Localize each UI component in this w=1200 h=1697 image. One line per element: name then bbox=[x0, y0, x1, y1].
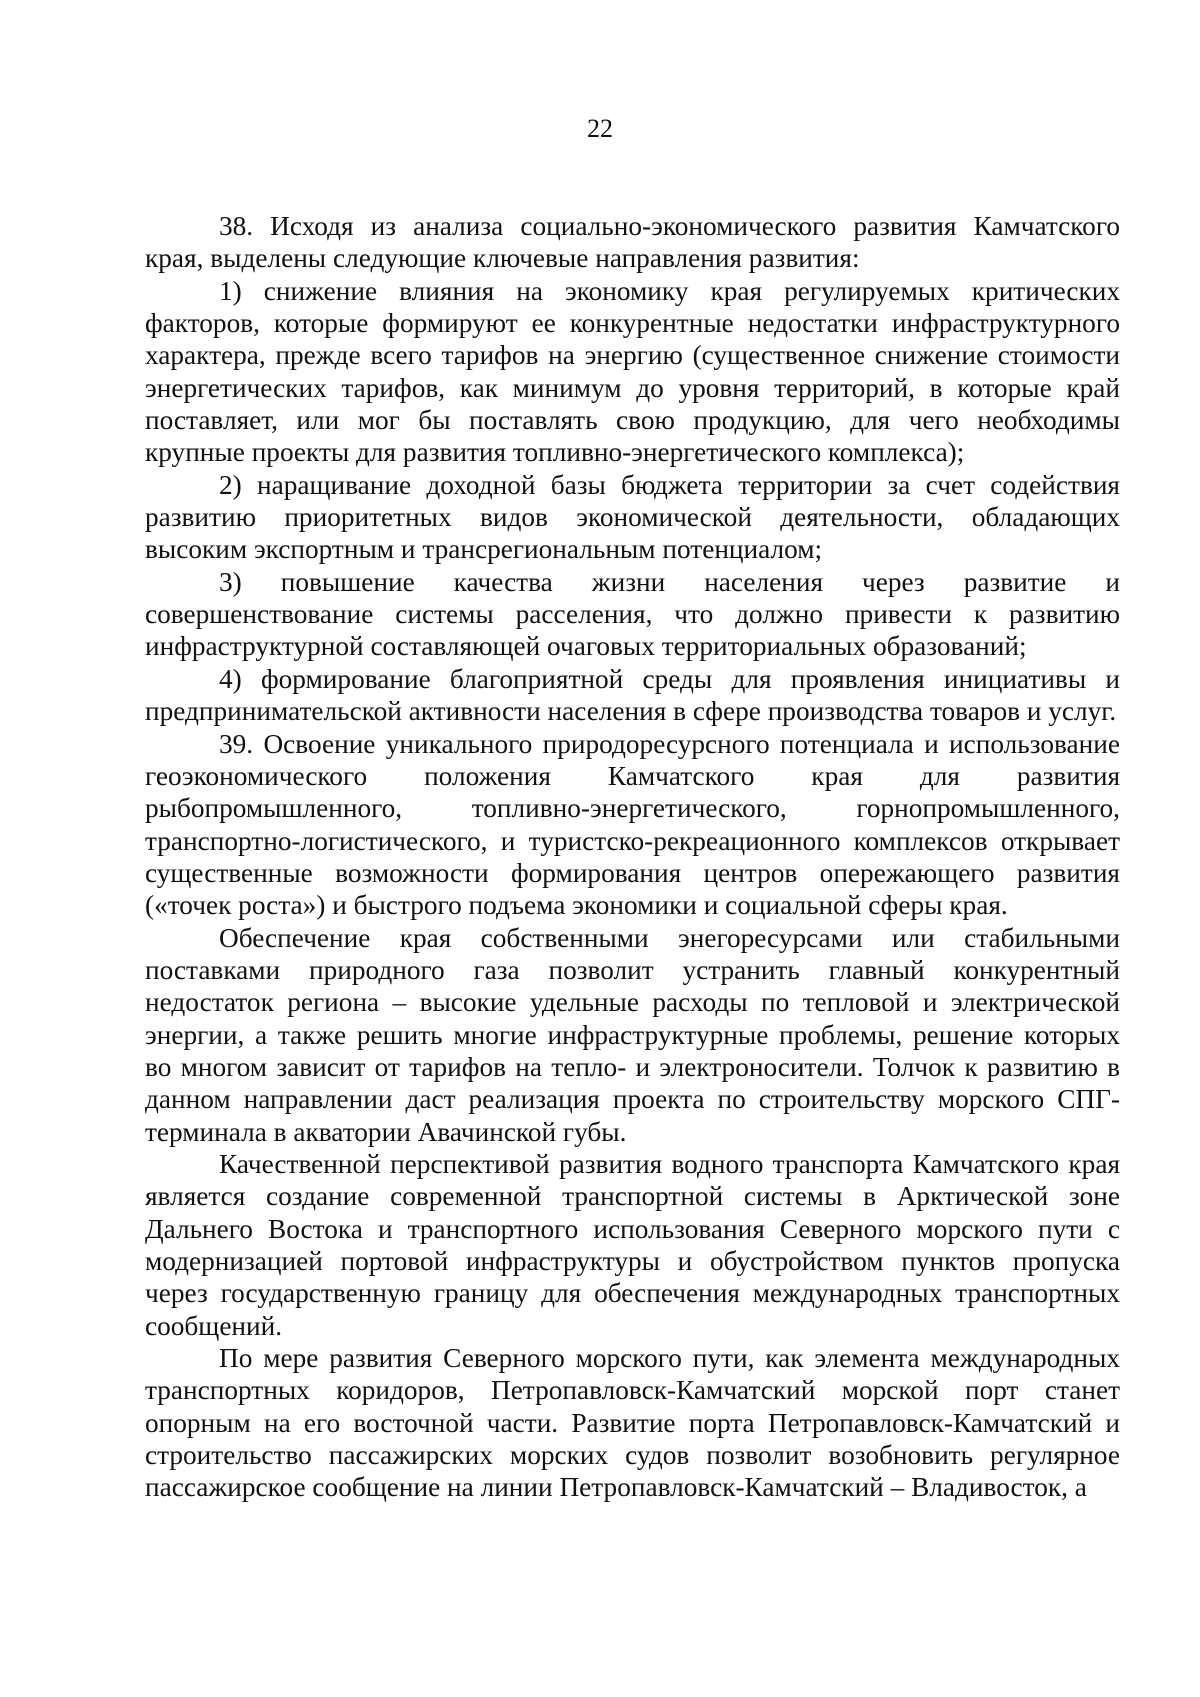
page-number: 22 bbox=[587, 114, 613, 143]
paragraph-item-1: 1) снижение влияния на экономику края регулируемых критических факторов, которые формируют ее конкурентные недостатки инфраструктурного характера, прежде всего тарифов на энергию (существенное снижение стоимости энергетических тарифов, как минимум до уровня территорий, в которые край поставляет, или мог бы поставлять свою продукцию, для чего необходимы крупные проекты для развития топливно-энергетического комплекса); bbox=[145, 275, 1120, 468]
document-body bbox=[145, 210, 1120, 1504]
paragraph-water-transport: Качественной перспективой развития водного транспорта Камчатского края является создание современной транспортной системы в Арктической зоне Дальнего Востока и транспортного использования Северного морского пути с модернизацией портовой инфраструктуры и обустройством пунктов пропуска через государственную границу для обеспечения международных транспортных сообщений. bbox=[145, 1148, 1120, 1341]
paragraph-38-intro: 38. Исходя из анализа социально-экономического развития Камчатского края, выделены следующие ключевые направления развития: bbox=[145, 211, 1120, 274]
paragraph-northern-sea-route: По мере развития Северного морского пути, как элемента международных транспортных коридоров, Петропавловск-Камчатский морской порт станет опорным на его восточной части. Развитие порта Петропавловск-Камчатский и строительство пассажирских морских судов позволит возобновить регулярное пассажирское сообщение на линии Петропавловск-Камчатский – Владивосток, а bbox=[145, 1343, 1120, 1503]
paragraph-39: 39. Освоение уникального природоресурсного потенциала и использование геоэкономического положения Камчатского края для развития рыбопромышленного, топливно-энергетического, горнопромышленного, транспортно-логистического, и туристско-рекреационного комплексов открывает существенные возможности формирования центров опережающего развития («точек роста») и быстрого подъема экономики и социальной сферы края. bbox=[145, 728, 1120, 921]
paragraph-item-2: 2) наращивание доходной базы бюджета территории за счет содействия развитию приоритетных видов экономической деятельности, обладающих высоким экспортным и трансрегиональным потенциалом; bbox=[145, 469, 1120, 565]
paragraph-item-4: 4) формирование благоприятной среды для проявления инициативы и предпринимательской активности населения в сфере производства товаров и услуг. bbox=[145, 663, 1120, 727]
paragraph-item-3: 3) повышение качества жизни населения через развитие и совершенствование системы расселения, что должно привести к развитию инфраструктурной составляющей очаговых территориальных образований; bbox=[145, 566, 1120, 662]
paragraph-energy-supply: Обеспечение края собственными энегоресурсами или стабильными поставками природного газа позволит устранить главный конкурентный недостаток региона – высокие удельные расходы по тепловой и электрической энергии, а также решить многие инфраструктурные проблемы, решение которых во многом зависит от тарифов на тепло- и электроносители. Толчок к развитию в данном направлении даст реализация проекта по строительству морского СПГ-терминала в акватории Авачинской губы. bbox=[145, 922, 1120, 1147]
